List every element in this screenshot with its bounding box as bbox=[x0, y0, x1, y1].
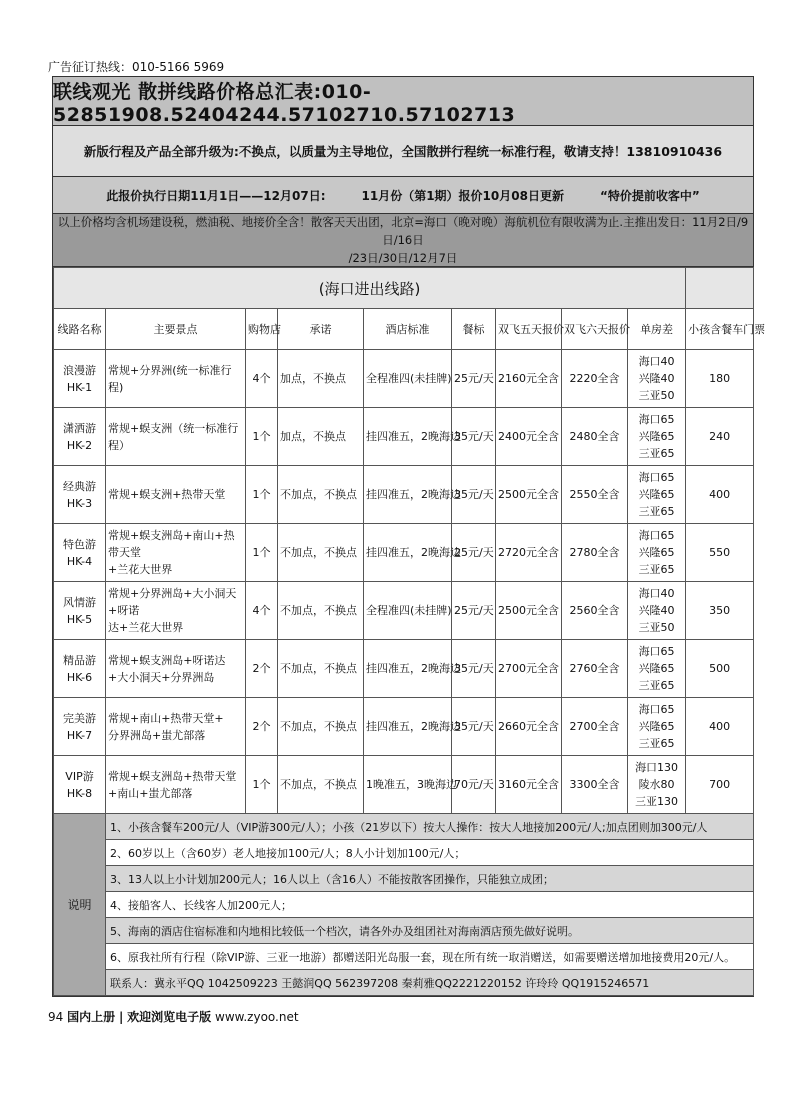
shops-cell: 1个 bbox=[246, 756, 278, 814]
meal-cell: 25元/天 bbox=[452, 524, 496, 582]
meal-cell: 35元/天 bbox=[452, 640, 496, 698]
page-number: 94 bbox=[48, 1010, 64, 1024]
spots-cell bbox=[106, 582, 246, 640]
five-day-price: 2160元全含 bbox=[496, 350, 562, 408]
hotel-cell: 1晚准五，3晚海边 bbox=[364, 756, 452, 814]
room-diff-1: 海口40 bbox=[638, 587, 675, 600]
room-diff-3: 三亚65 bbox=[638, 737, 675, 750]
note-text: 4、接船客人、长线客人加200元人； bbox=[106, 892, 754, 918]
note-text: 1、小孩含餐车200元/人（VIP游300元/人）；小孩（21岁以下）按大人操作：按大人地接加200元/人;加点团则加300元/人 bbox=[106, 814, 754, 840]
spots-cell bbox=[106, 756, 246, 814]
six-day-price: 2220全含 bbox=[562, 350, 628, 408]
promise-cell: 不加点，不换点 bbox=[278, 698, 364, 756]
five-day-price: 2720元全含 bbox=[496, 524, 562, 582]
route-price-table bbox=[53, 267, 766, 996]
child-price-cell: 400 bbox=[686, 466, 754, 524]
spots-line-2: 分界洲岛+蚩尤部落 bbox=[108, 728, 206, 742]
spots-line-1: 常规+蜈支洲岛+南山+热带天堂 bbox=[108, 529, 235, 559]
spots-line-1: 常规+蜈支洲岛+呀诺达 bbox=[108, 653, 226, 667]
route-code: HK-1 bbox=[66, 380, 93, 394]
room-diff-2: 兴隆65 bbox=[638, 720, 675, 733]
shops-cell: 4个 bbox=[246, 350, 278, 408]
update-info: 11月份（第1期）报价10月08日更新 bbox=[361, 188, 564, 203]
note-text: 联系人：冀永平QQ 1042509223 王懿润QQ 562397208 秦莉雅QQ2221220152 许玲玲 QQ1915246571 bbox=[106, 970, 754, 996]
sheet-title: 联线观光 散拼线路价格总汇表:010-52851908.52404244.57102710.57102713 bbox=[53, 77, 753, 126]
route-code: HK-3 bbox=[66, 496, 93, 510]
spots-line-2: 达+兰花大世界 bbox=[108, 621, 184, 634]
note-row bbox=[54, 944, 754, 970]
meal-cell: 35元/天 bbox=[452, 408, 496, 466]
room-diff-1: 海口65 bbox=[638, 645, 675, 658]
table-row bbox=[54, 408, 754, 466]
table-row bbox=[54, 756, 754, 814]
hotel-cell: 挂四准五，2晚海边 bbox=[364, 640, 452, 698]
route-name-cell bbox=[54, 466, 106, 524]
footer-tagline: 欢迎浏览电子版 bbox=[127, 1010, 212, 1024]
header-route: 线路名称 bbox=[54, 309, 106, 350]
room-diff-1: 海口65 bbox=[638, 413, 675, 426]
spots-line-1: 常规+蜈支洲+热带天堂 bbox=[108, 488, 226, 501]
spots-cell bbox=[106, 408, 246, 466]
header-promise: 承诺 bbox=[278, 309, 364, 350]
price-inclusion-note bbox=[53, 214, 753, 267]
child-price-cell: 700 bbox=[686, 756, 754, 814]
spots-line-2: +大小洞天+分界洲岛 bbox=[108, 670, 215, 684]
route-name: VIP游 bbox=[65, 769, 94, 783]
price-note-line-2: /23日/30日/12月7日 bbox=[348, 251, 458, 265]
promise-cell: 加点，不换点 bbox=[278, 350, 364, 408]
note-text: 3、13人以上小计划加200元人；16人以上（含16人）不能按散客团操作，只能独立成团； bbox=[106, 866, 754, 892]
six-day-price: 2480全含 bbox=[562, 408, 628, 466]
room-diff-1: 海口65 bbox=[638, 529, 675, 542]
room-diff-3: 三亚65 bbox=[638, 505, 675, 518]
note-text: 5、海南的酒店住宿标准和内地相比较低一个档次，请各外办及组团社对海南酒店预先做好说明。 bbox=[106, 918, 754, 944]
footer-separator: | bbox=[118, 1010, 124, 1024]
note-row bbox=[54, 918, 754, 944]
price-summary-sheet bbox=[52, 76, 766, 997]
spots-line-1: 常规+南山+热带天堂+ bbox=[108, 711, 224, 725]
promise-cell: 不加点，不换点 bbox=[278, 466, 364, 524]
header-six-day: 双飞六天报价 bbox=[562, 309, 628, 350]
five-day-price: 2660元全含 bbox=[496, 698, 562, 756]
room-diff-2: 兴隆40 bbox=[638, 604, 675, 617]
page-footer bbox=[48, 1008, 299, 1025]
room-diff-1: 海口40 bbox=[638, 355, 675, 368]
spots-cell bbox=[106, 466, 246, 524]
spots-line-1: 常规+分界洲岛+大小洞天+呀诺 bbox=[108, 587, 237, 617]
room-diff-2: 兴隆65 bbox=[638, 546, 675, 559]
header-spots: 主要景点 bbox=[106, 309, 246, 350]
spots-cell bbox=[106, 350, 246, 408]
child-price-cell: 350 bbox=[686, 582, 754, 640]
table-header-row bbox=[54, 309, 754, 350]
price-note-line-1: 以上价格均含机场建设税，燃油税、地接价全含！散客天天出团，北京=海口（晚对晚）海航机位有限收满为止.主推出发日：11月2日/9日/16日 bbox=[57, 215, 749, 247]
hotel-cell: 挂四准五，2晚海边 bbox=[364, 408, 452, 466]
route-name-cell bbox=[54, 524, 106, 582]
room-diff-1: 海口65 bbox=[638, 703, 675, 716]
route-name: 潇洒游 bbox=[63, 421, 96, 435]
spots-line-1: 常规+蜈支洲（统一标准行程） bbox=[108, 421, 239, 452]
room-diff-3: 三亚50 bbox=[638, 621, 675, 634]
promise-cell: 不加点，不换点 bbox=[278, 582, 364, 640]
route-name-cell bbox=[54, 408, 106, 466]
header-child: 小孩含餐车门票 bbox=[686, 309, 754, 350]
spots-line-2: +南山+蚩尤部落 bbox=[108, 786, 193, 800]
route-name: 特色游 bbox=[63, 537, 96, 551]
shops-cell: 1个 bbox=[246, 408, 278, 466]
route-code: HK-8 bbox=[66, 786, 93, 800]
five-day-price: 2400元全含 bbox=[496, 408, 562, 466]
header-meal: 餐标 bbox=[452, 309, 496, 350]
route-name: 完美游 bbox=[63, 711, 96, 725]
table-row bbox=[54, 640, 754, 698]
six-day-price: 2760全含 bbox=[562, 640, 628, 698]
promise-cell: 不加点，不换点 bbox=[278, 756, 364, 814]
child-price-cell: 180 bbox=[686, 350, 754, 408]
spots-line-1: 常规+蜈支洲岛+热带天堂 bbox=[108, 769, 237, 783]
room-diff-2: 兴隆65 bbox=[638, 430, 675, 443]
room-diff-3: 三亚65 bbox=[638, 563, 675, 576]
meal-cell: 35元/天 bbox=[452, 466, 496, 524]
hotel-cell: 挂四准五，2晚海边 bbox=[364, 466, 452, 524]
header-single-room: 单房差 bbox=[628, 309, 686, 350]
shops-cell: 2个 bbox=[246, 640, 278, 698]
six-day-price: 2550全含 bbox=[562, 466, 628, 524]
shops-cell: 2个 bbox=[246, 698, 278, 756]
room-diff-1: 海口65 bbox=[638, 471, 675, 484]
single-room-cell bbox=[628, 582, 686, 640]
route-name-cell bbox=[54, 350, 106, 408]
meal-cell: 70元/天 bbox=[452, 756, 496, 814]
header-five-day: 双飞五天报价 bbox=[496, 309, 562, 350]
ad-hotline: 广告征订热线：010-5166 5969 bbox=[48, 60, 225, 74]
spots-cell bbox=[106, 698, 246, 756]
shops-cell: 1个 bbox=[246, 466, 278, 524]
single-room-cell bbox=[628, 756, 686, 814]
five-day-price: 2500元全含 bbox=[496, 582, 562, 640]
child-price-cell: 500 bbox=[686, 640, 754, 698]
shops-cell: 1个 bbox=[246, 524, 278, 582]
six-day-price: 2560全含 bbox=[562, 582, 628, 640]
footer-section: 国内上册 bbox=[67, 1010, 116, 1024]
note-row bbox=[54, 814, 754, 840]
room-diff-2: 陵水80 bbox=[638, 778, 675, 791]
spots-line-2: +兰花大世界 bbox=[108, 563, 173, 576]
single-room-cell bbox=[628, 466, 686, 524]
table-row bbox=[54, 350, 754, 408]
table-row bbox=[54, 582, 754, 640]
five-day-price: 2700元全含 bbox=[496, 640, 562, 698]
hotel-cell: 挂四准五，2晚海边 bbox=[364, 698, 452, 756]
notes-label: 说明 bbox=[54, 814, 106, 996]
route-name-cell bbox=[54, 698, 106, 756]
shops-cell: 4个 bbox=[246, 582, 278, 640]
room-diff-3: 三亚50 bbox=[638, 389, 675, 402]
section-title: (海口进出线路) bbox=[54, 268, 686, 309]
six-day-price: 2700全含 bbox=[562, 698, 628, 756]
single-room-cell bbox=[628, 524, 686, 582]
upgrade-notice: 新版行程及产品全部升级为:不换点，以质量为主导地位，全国散拼行程统一标准行程，敬请支持！13810910436 bbox=[53, 126, 753, 177]
hotel-cell: 全程准四(未挂牌) bbox=[364, 582, 452, 640]
route-name: 精品游 bbox=[63, 653, 96, 667]
single-room-cell bbox=[628, 640, 686, 698]
table-row bbox=[54, 698, 754, 756]
single-room-cell bbox=[628, 408, 686, 466]
promo-text: “特价提前收客中” bbox=[599, 188, 700, 203]
note-row bbox=[54, 866, 754, 892]
meal-cell: 25元/天 bbox=[452, 350, 496, 408]
meal-cell: 25元/天 bbox=[452, 582, 496, 640]
room-diff-3: 三亚130 bbox=[635, 795, 679, 808]
route-name: 风情游 bbox=[63, 595, 96, 609]
route-name: 经典游 bbox=[63, 479, 96, 493]
route-name: 浪漫游 bbox=[63, 363, 96, 377]
header-hotel: 酒店标准 bbox=[364, 309, 452, 350]
five-day-price: 3160元全含 bbox=[496, 756, 562, 814]
note-text: 2、60岁以上（含60岁）老人地接加100元/人；8人小计划加100元/人； bbox=[106, 840, 754, 866]
route-code: HK-5 bbox=[66, 612, 93, 626]
hotel-cell: 全程准四(未挂牌) bbox=[364, 350, 452, 408]
single-room-cell bbox=[628, 350, 686, 408]
route-code: HK-7 bbox=[66, 728, 93, 742]
note-row bbox=[54, 970, 754, 996]
promise-cell: 加点，不换点 bbox=[278, 408, 364, 466]
room-diff-2: 兴隆40 bbox=[638, 372, 675, 385]
spots-cell bbox=[106, 524, 246, 582]
child-price-cell: 550 bbox=[686, 524, 754, 582]
six-day-price: 2780全含 bbox=[562, 524, 628, 582]
route-name-cell bbox=[54, 640, 106, 698]
route-code: HK-6 bbox=[66, 670, 93, 684]
child-price-cell: 240 bbox=[686, 408, 754, 466]
header-shops: 购物店 bbox=[246, 309, 278, 350]
five-day-price: 2500元全含 bbox=[496, 466, 562, 524]
table-row bbox=[54, 524, 754, 582]
room-diff-1: 海口130 bbox=[635, 761, 679, 774]
note-row bbox=[54, 840, 754, 866]
six-day-price: 3300全含 bbox=[562, 756, 628, 814]
promise-cell: 不加点，不换点 bbox=[278, 524, 364, 582]
hotel-cell: 挂四准五，2晚海边 bbox=[364, 524, 452, 582]
note-row bbox=[54, 892, 754, 918]
spots-cell bbox=[106, 640, 246, 698]
spots-line-1: 常规+分界洲(统一标准行程) bbox=[108, 363, 232, 394]
room-diff-3: 三亚65 bbox=[638, 447, 675, 460]
promise-cell: 不加点，不换点 bbox=[278, 640, 364, 698]
footer-url: www.zyoo.net bbox=[215, 1010, 299, 1024]
route-name-cell bbox=[54, 582, 106, 640]
route-code: HK-4 bbox=[66, 554, 93, 568]
validity-period: 此报价执行日期11月1日——12月07日: bbox=[106, 188, 326, 203]
route-code: HK-2 bbox=[66, 438, 93, 452]
room-diff-2: 兴隆65 bbox=[638, 662, 675, 675]
note-text: 6、原我社所有行程（除VIP游、三亚一地游）都赠送阳光岛服一套，现在所有统一取消赠送，如需要赠送增加地接费用20元/人。 bbox=[106, 944, 754, 970]
room-diff-2: 兴隆65 bbox=[638, 488, 675, 501]
room-diff-3: 三亚65 bbox=[638, 679, 675, 692]
single-room-cell bbox=[628, 698, 686, 756]
route-name-cell bbox=[54, 756, 106, 814]
meal-cell: 35元/天 bbox=[452, 698, 496, 756]
table-row bbox=[54, 466, 754, 524]
validity-dates bbox=[53, 177, 753, 214]
child-price-cell: 400 bbox=[686, 698, 754, 756]
